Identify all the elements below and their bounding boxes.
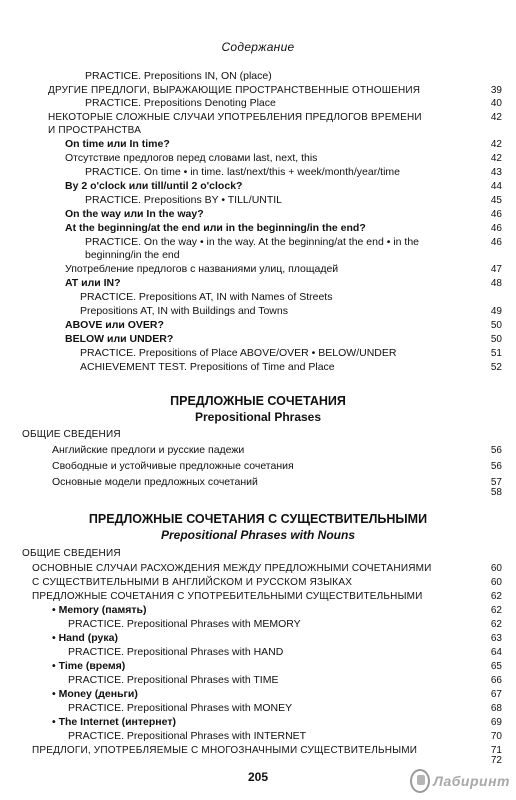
toc-row xyxy=(0,180,516,194)
section-heading-en: Prepositional Phrases xyxy=(194,410,322,424)
toc-entry-page: 52 xyxy=(490,362,502,373)
toc-entry-page: 72 xyxy=(490,755,502,766)
toc-entry-text: ACHIEVEMENT TEST. Prepositions of Time and Place xyxy=(80,361,335,373)
toc-entry-page: 57 xyxy=(490,477,502,488)
toc-entry-page: 66 xyxy=(490,675,502,686)
toc-entry-page: 50 xyxy=(490,334,502,345)
toc-entry-text: PRACTICE. Prepositions IN, ON (place) xyxy=(85,70,272,82)
toc-entry-page: 46 xyxy=(490,223,502,234)
toc-row xyxy=(0,618,516,632)
toc-entry-page: 49 xyxy=(490,306,502,317)
toc-entry-text: С СУЩЕСТВИТЕЛЬНЫМИ В АНГЛИЙСКОМ И РУССКОМ ЯЗЫКАХ xyxy=(32,577,353,588)
toc-entry-text: Prepositions AT, IN with Buildings and Towns xyxy=(80,305,288,317)
toc-entry-text: НЕКОТОРЫЕ СЛОЖНЫЕ СЛУЧАИ УПОТРЕБЛЕНИЯ ПРЕДЛОГОВ ВРЕМЕНИ xyxy=(48,112,422,123)
toc-row xyxy=(0,730,516,744)
toc-row xyxy=(0,688,516,702)
toc-entry-text: PRACTICE. Prepositional Phrases with INTERNET xyxy=(68,730,307,742)
toc-entry-page: 42 xyxy=(490,112,502,123)
toc-row xyxy=(0,97,516,111)
toc-row xyxy=(0,460,516,474)
toc-entry-text: И ПРОСТРАНСТВА xyxy=(48,125,142,136)
toc-entry-page: 43 xyxy=(490,167,502,178)
toc-entry-text: beginning/in the end xyxy=(85,249,180,261)
toc-entry-text: PRACTICE. On the way • in the way. At the beginning/at the end • in the xyxy=(85,236,420,248)
toc-row xyxy=(0,702,516,716)
watermark-logo xyxy=(410,766,510,796)
toc-entry-page: 65 xyxy=(490,661,502,672)
toc-row xyxy=(0,236,516,250)
page-number: 205 xyxy=(247,770,269,784)
toc-row xyxy=(0,111,516,125)
toc-row xyxy=(0,277,516,291)
toc-entry-text: PRACTICE. Prepositional Phrases with TIME xyxy=(68,674,279,686)
toc-entry-text: ПРЕДЛОГИ, УПОТРЕБЛЯЕМЫЕ С МНОГОЗНАЧНЫМИ СУЩЕСТВИТЕЛЬНЫМИ xyxy=(32,745,418,756)
toc-entry-page: 42 xyxy=(490,153,502,164)
toc-entry-page: 56 xyxy=(490,445,502,456)
toc-entry-page: 62 xyxy=(490,605,502,616)
toc-entry-text: Английские предлоги и русские падежи xyxy=(52,444,245,456)
toc-entry-text: ДРУГИЕ ПРЕДЛОГИ, ВЫРАЖАЮЩИЕ ПРОСТРАНСТВЕННЫЕ ОТНОШЕНИЯ xyxy=(48,85,421,96)
toc-row xyxy=(0,576,516,590)
toc-row xyxy=(0,333,516,347)
toc-entry-page: 46 xyxy=(490,209,502,220)
toc-row xyxy=(0,263,516,277)
toc-entry-page: 44 xyxy=(490,181,502,192)
toc-entry-text: ОБЩИЕ СВЕДЕНИЯ xyxy=(22,548,121,559)
toc-entry-page: 56 xyxy=(490,461,502,472)
toc-row xyxy=(0,547,516,561)
toc-entry-page: 62 xyxy=(490,619,502,630)
section-heading-ru: ПРЕДЛОЖНЫЕ СОЧЕТАНИЯ xyxy=(170,394,346,408)
toc-entry-text: Отсутствие предлогов перед словами last, next, this xyxy=(65,152,318,164)
toc-entry-text: By 2 o'clock или till/until 2 o'clock? xyxy=(65,180,243,192)
toc-row xyxy=(0,84,516,98)
toc-entry-page: 39 xyxy=(490,85,502,96)
toc-row xyxy=(0,305,516,319)
toc-entry-text: AT или IN? xyxy=(65,277,121,289)
toc-entry-text: PRACTICE. Prepositions Denoting Place xyxy=(85,97,276,109)
toc-row xyxy=(0,444,516,458)
section-heading-en: Prepositional Phrases with Nouns xyxy=(160,528,356,542)
toc-row xyxy=(0,590,516,604)
toc-entry-page: 40 xyxy=(490,98,502,109)
toc-row xyxy=(0,660,516,674)
toc-entry-page: 68 xyxy=(490,703,502,714)
toc-entry-text: PRACTICE. Prepositional Phrases with MONEY xyxy=(68,702,293,714)
toc-entry-text: On time или In time? xyxy=(65,138,170,150)
toc-row xyxy=(0,486,516,500)
toc-entry-page: 47 xyxy=(490,264,502,275)
toc-entry-text: PRACTICE. Prepositional Phrases with HAND xyxy=(68,646,284,658)
toc-entry-text: At the beginning/at the end или in the beginning/in the end? xyxy=(65,222,366,234)
toc-entry-text: PRACTICE. Prepositions BY • TILL/UNTIL xyxy=(85,194,283,206)
toc-entry-text: ПРЕДЛОЖНЫЕ СОЧЕТАНИЯ С УПОТРЕБИТЕЛЬНЫМИ СУЩЕСТВИТЕЛЬНЫМИ xyxy=(32,591,423,602)
toc-row xyxy=(0,361,516,375)
toc-row xyxy=(0,632,516,646)
toc-entry-text: ABOVE или OVER? xyxy=(65,319,164,331)
toc-entry-page: 51 xyxy=(490,348,502,359)
toc-row xyxy=(0,716,516,730)
toc-entry-text: • Money (деньги) xyxy=(52,688,138,700)
toc-entry-text: Свободные и устойчивые предложные сочетания xyxy=(52,460,294,472)
toc-row xyxy=(0,124,516,138)
toc-entry-page: 48 xyxy=(490,278,502,289)
toc-entry-page: 42 xyxy=(490,139,502,150)
toc-entry-text: Употребление предлогов с названиями улиц, площадей xyxy=(65,263,339,275)
toc-entry-text: PRACTICE. Prepositions AT, IN with Names of Streets xyxy=(80,291,333,303)
toc-entry-page: 63 xyxy=(490,633,502,644)
toc-row xyxy=(0,194,516,208)
toc-row xyxy=(0,319,516,333)
toc-row xyxy=(0,152,516,166)
toc-entry-page: 46 xyxy=(490,237,502,248)
toc-entry-text: • Memory (память) xyxy=(52,604,147,616)
toc-entry-text: PRACTICE. Prepositions of Place ABOVE/OVER • BELOW/UNDER xyxy=(80,347,397,359)
toc-entry-text: ОБЩИЕ СВЕДЕНИЯ xyxy=(22,429,121,440)
labirint-icon xyxy=(410,769,430,793)
toc-entry-text: • The Internet (интернет) xyxy=(52,716,176,728)
toc-entry-page: 70 xyxy=(490,731,502,742)
toc-row xyxy=(0,604,516,618)
watermark-text: Лабиринт xyxy=(433,773,510,789)
toc-row xyxy=(0,347,516,361)
toc-row xyxy=(0,428,516,442)
toc-entry-page: 64 xyxy=(490,647,502,658)
toc-row xyxy=(0,562,516,576)
toc-entry-text: Основные модели предложных сочетаний xyxy=(52,476,258,488)
toc-entry-page: 60 xyxy=(490,563,502,574)
toc-row xyxy=(0,249,516,263)
page-title: Содержание xyxy=(221,40,295,54)
toc-row xyxy=(0,208,516,222)
toc-entry-page: 60 xyxy=(490,577,502,588)
toc-entry-text: • Hand (рука) xyxy=(52,632,118,644)
toc-entry-page: 71 xyxy=(490,745,502,756)
toc-row xyxy=(0,674,516,688)
toc-entry-page: 62 xyxy=(490,591,502,602)
toc-row xyxy=(0,138,516,152)
toc-entry-text: PRACTICE. On time • in time. last/next/this + week/month/year/time xyxy=(85,166,400,178)
toc-entry-page: 67 xyxy=(490,689,502,700)
toc-row xyxy=(0,70,516,84)
toc-entry-text: BELOW или UNDER? xyxy=(65,333,174,345)
toc-entry-text: ОСНОВНЫЕ СЛУЧАИ РАСХОЖДЕНИЯ МЕЖДУ ПРЕДЛОЖНЫМИ СОЧЕТАНИЯМИ xyxy=(32,563,432,574)
toc-entry-text: PRACTICE. Prepositional Phrases with MEMORY xyxy=(68,618,301,630)
toc-row xyxy=(0,291,516,305)
toc-entry-page: 69 xyxy=(490,717,502,728)
toc-entry-page: 50 xyxy=(490,320,502,331)
toc-entry-text: On the way или In the way? xyxy=(65,208,204,220)
toc-entry-page: 58 xyxy=(490,487,502,498)
toc-row xyxy=(0,222,516,236)
toc-entry-page: 45 xyxy=(490,195,502,206)
section-heading-ru: ПРЕДЛОЖНЫЕ СОЧЕТАНИЯ С СУЩЕСТВИТЕЛЬНЫМИ xyxy=(88,512,428,526)
toc-entry-text: • Time (время) xyxy=(52,660,126,672)
toc-row xyxy=(0,166,516,180)
toc-row xyxy=(0,646,516,660)
